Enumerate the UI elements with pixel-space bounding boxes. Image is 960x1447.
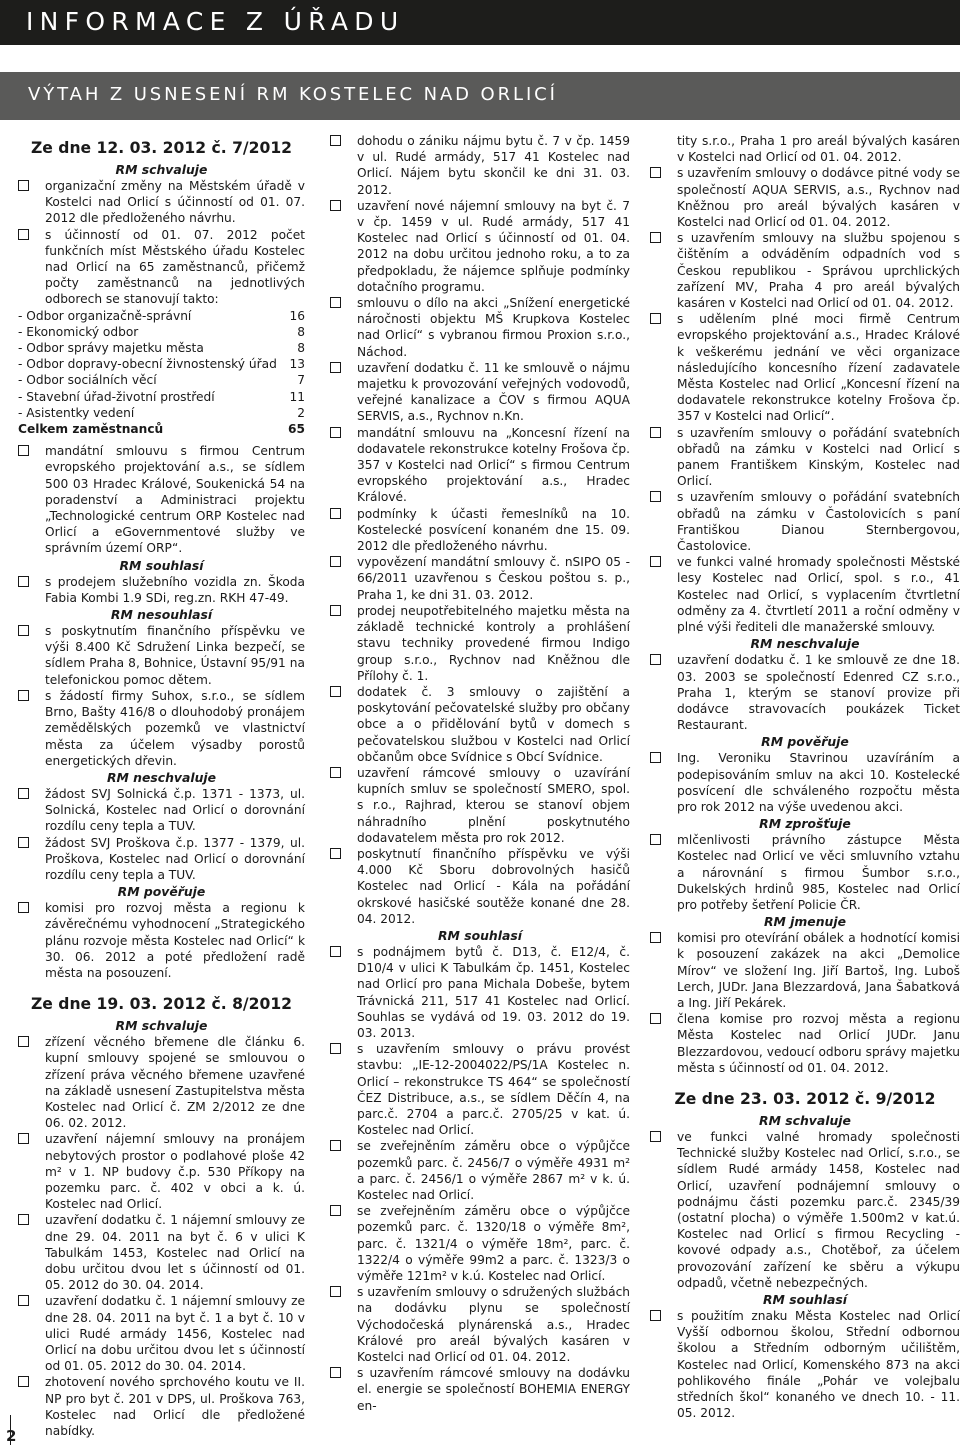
resolution-item: s uzavřením smlouvy o právu provést stavbu: „IE-12-2004022/PS/1A Kostelec n. Orlicí – rekonstrukce TS 464“ se společností ČEZ Distribuce, a.s., se sídlem Děčín 4, na parc.č. 2704 a parc.č. 2705/25 v kat. ú. Kostelec nad Orlicí. [330, 1041, 630, 1138]
checkbox-icon [18, 788, 29, 799]
checkbox-icon [18, 837, 29, 848]
resolution-heading: RM zprošťuje [759, 816, 851, 832]
checkbox-icon [650, 1131, 661, 1142]
checkbox-icon [330, 135, 341, 146]
resolution-item: s podnájmem bytů č. D13, č. E12/4, č. D10/4 v ulici K Tabulkám čp. 1451, Kostelec nad Orlicí pro pana Michala Dobeše, bytem Trávnická 211, 517 41 Kostelec nad Orlicí. Souhlas se vydává od 19. 03. 2012 do 19. 03. 2013. [330, 944, 630, 1041]
checkbox-icon [330, 1043, 341, 1054]
resolution-item: organizační změny na Městském úřadě v Kostelci nad Orlicí s účinností od 01. 07. 2012 dle předloženého návrhu. [18, 178, 305, 227]
staff-row: - Stavební úřad-životní prostředí 11 [18, 389, 305, 404]
resolution-item: mandátní smlouvu s firmou Centrum evropského projektování a.s., se sídlem 500 03 Hradec Králové, Soukenická 54 na poradenství a Administraci projektu „Technologické centrum ORP Kostelec nad Orlicí a eGovernmentové služby ve správním území ORP“. [18, 443, 305, 556]
resolution-item: uzavření dodatku č. 1 ke smlouvě ze dne 18. 03. 2003 se společností Edenred CZ s.r.o., Praha 1, kterým se stanoví provize při dodávce stravovacích poukázek Ticket Restaurant. [650, 652, 960, 733]
checkbox-icon [330, 427, 341, 438]
subsection-title: VÝTAH Z USNESENÍ RM KOSTELEC NAD ORLICÍ [28, 84, 558, 105]
resolution-heading: RM neschvaluje [106, 769, 217, 785]
resolution-item: žádost SVJ Proškova č.p. 1377 - 1379, ul. Proškova, Kostelec nad Orlicí o dorovnání rozdílu ceny tepla a TUV. [18, 835, 305, 884]
staff-row: - Asistentky vedení 2 [18, 405, 305, 420]
checkbox-icon [18, 1133, 29, 1144]
staff-row: - Ekonomický odbor 8 [18, 324, 305, 339]
resolution-heading: RM souhlasí [438, 927, 522, 943]
resolution-item: podmínky k účasti řemeslníků na 10. Kostelecké posvícení konaném dne 15. 09. 2012 dle předloženého návrhu. [330, 506, 630, 555]
resolution-item: komisi pro rozvoj města a regionu k závěrečnému vyhodnocení „Strategického plánu rozvoje města Kostelec nad Orlicí“ k 30. 06. 2012 a poté předložení radě města na posouzení. [18, 900, 305, 981]
resolution-item: s použitím znaku Města Kostelec nad Orlicí Vyšší odbornou školou, Střední odbornou školou a Středním odborným učilištěm, Kostelec nad Orlicí, Komenského 873 na akci pohlikového finále „Pohár ve volejbalu středních škol“ konaného ve dnech 10. - 11. 05. 2012. [650, 1308, 960, 1421]
resolution-item: uzavření nájemní smlouvy na pronájem nebytových prostor o podlahové ploše 42 m² v 1. NP budovy č.p. 530 Příkopy na pozemku parc. č. 402 v obci a k. ú. Kostelec nad Orlicí. [18, 1131, 305, 1212]
checkbox-icon [330, 362, 341, 373]
resolution-date: Ze dne 19. 03. 2012 č. 8/2012 [30, 995, 293, 1014]
resolution-item: dodatek č. 3 smlouvy o zajištění a poskytování pečovatelské služby pro občany obce a o přidělování bytů v domech s pečovatelskou službou v Kostelci nad Orlicí občanům obce Svídnice s Obcí Svídnice. [330, 684, 630, 765]
resolution-item: žádost SVJ Solnická č.p. 1371 - 1373, ul. Solnická, Kostelec nad Orlicí o dorovnání rozdílu ceny tepla a TUV. [18, 786, 305, 835]
resolution-item: smlouvu o dílo na akci „Snížení energetické náročnosti objektu MŠ Krupkova Kostelec nad Orlicí“ s vybranou firmou Proxion s.r.o., Náchod. [330, 295, 630, 360]
checkbox-icon [18, 1376, 29, 1387]
resolution-item: s uzavřením smlouvy o pořádání svatebních obřadů na zámku v Kostelci nad Orlicí s panem Františkem Kinským, Kostelec nad Orlicí. [650, 425, 960, 490]
resolution-item: s udělením plné moci firmě Centrum evropského projektování a.s., Hradec Králové k veškerému jednání ve věci organizace následujícího koncesního řízení zadavatele Města Kostelec nad Orlicí „Koncesní řízení na dodavatele rekonstrukce kotelny Frošova čp. 357 v Kostelci nad Orlicí“. [650, 311, 960, 424]
checkbox-icon [650, 427, 661, 438]
resolution-item: člena komise pro rozvoj města a regionu Města Kostelec nad Orlicí JUDr. Janu Blezzardovou, vedoucí odboru správy majetku města s účinností od 01. 04. 2012. [650, 1011, 960, 1076]
resolution-heading: RM schvaluje [759, 1112, 851, 1128]
checkbox-icon [18, 576, 29, 587]
staff-table [18, 308, 305, 438]
checkbox-icon [18, 229, 29, 240]
checkbox-icon [650, 232, 661, 243]
resolution-item: poskytnutí finančního příspěvku ve výši 4.000 Kč Sboru dobrovolných hasičů Kostelec nad Orlicí - Kála na pořádání okrskové hasičské soutěže konané dne 28. 04. 2012. [330, 846, 630, 927]
checkbox-icon [330, 1205, 341, 1216]
resolution-heading: RM souhlasí [119, 557, 204, 573]
checkbox-icon [330, 1140, 341, 1151]
checkbox-icon [650, 556, 661, 567]
resolution-heading: RM schvaluje [115, 162, 208, 177]
checkbox-icon [650, 167, 661, 178]
column-1 [18, 133, 305, 1439]
section-header [0, 0, 960, 45]
resolution-item: s účinností od 01. 07. 2012 počet funkčních míst Městského úřadu Kostelec nad Orlicí na 65 zaměstnanců, přičemž počty zaměstnanců na jednotlivých odborech se stanovují takto: [18, 227, 305, 308]
checkbox-icon [650, 491, 661, 502]
resolution-item: zřízení věcného břemene dle článku 6. kupní smlouvy spojené se smlouvou o zřízení práva věcného břemene uzavřené na základě usnesení Zastupitelstva města Kostelec nad Orlicí č. ZM 2/2012 ze dne 06. 02. 2012. [18, 1034, 305, 1131]
column-2 [330, 133, 630, 1414]
resolution-item: uzavření rámcové smlouvy o uzavírání kupních smluv se společností SMERO, spol. s r.o., Rajhrad, kterou se stanoví objem náhradního plnění poskytnutého dodavatelem města pro rok 2012. [330, 765, 630, 846]
staff-row: - Odbor správy majetku města 8 [18, 341, 305, 356]
page-number: 2 [6, 1427, 17, 1445]
checkbox-icon [650, 932, 661, 943]
resolution-item: s uzavřením smlouvy na službu spojenou s čištěním a odváděním odpadních vod s Českou republikou - Správou uprchlických zařízení MV, Praha 4 pro areál bývalých kasáren v Kostelci nad Orlicí od 01. 04. 2012. [650, 230, 960, 311]
checkbox-icon [330, 686, 341, 697]
checkbox-icon [18, 625, 29, 636]
resolution-item: uzavření dodatku č. 1 nájemní smlouvy ze dne 28. 04. 2011 na byt č. 1 a byt č. 10 v ulici Rudé armády 1456, Kostelec nad Orlicí na dobu určitou dvou let s účinností od 01. 05. 2012 do 30. 04. 2014. [18, 1293, 305, 1374]
resolution-date: Ze dne 23. 03. 2012 č. 9/2012 [674, 1089, 936, 1108]
resolution-item: Ing. Veroniku Stavrinou uzavíráním a podepisováním smluv na akci 10. Kostelecké posvícení dle schváleného rozpočtu města pro rok 2012 na výše uvedenou akci. [650, 750, 960, 815]
staff-row: - Odbor sociálních věcí 7 [18, 373, 305, 388]
resolution-item: zhotovení nového sprchového koutu ve II. NP pro byt č. 201 v DPS, ul. Proškova 763, Kostelec nad Orlicí dle předložené nabídky. [18, 1374, 305, 1439]
resolution-item: s uzavřením smlouvy o sdružených službách na dodávku plynu se společností Východočeská plynárenská a.s., Hradec Králové pro areál bývalých kasáren v Kostelci nad Orlicí od 01. 04. 2012. [330, 1284, 630, 1365]
resolution-item: uzavření dodatku č. 11 ke smlouvě o nájmu majetku k provozování veřejných vodovodů, veřejné kanalizace a ČOV s firmou AQUA SERVIS, a.s., Rychnov n.Kn. [330, 360, 630, 425]
checkbox-icon [650, 313, 661, 324]
checkbox-icon [330, 946, 341, 957]
checkbox-icon [18, 1295, 29, 1306]
checkbox-icon [650, 752, 661, 763]
resolution-heading: RM jmenuje [763, 914, 847, 930]
checkbox-icon [650, 654, 661, 665]
checkbox-icon [18, 180, 29, 191]
resolution-date: Ze dne 12. 03. 2012 č. 7/2012 [30, 139, 293, 157]
resolution-item: se zveřejněním záměru obce o výpůjčce pozemků parc. č. 2456/7 o výměře 4931 m² a parc. č. 2456/1 o výměře 2867 m² v k. ú. Kostelec nad Orlicí. [330, 1138, 630, 1203]
resolution-item: s uzavřením smlouvy o dodávce pitné vody se společností AQUA SERVIS, a.s., Rychnov nad Kněžnou pro areál bývalých kasáren v Kostelci nad Orlicí od 01. 04. 2012. [650, 165, 960, 230]
checkbox-icon [650, 1310, 661, 1321]
checkbox-icon [650, 834, 661, 845]
checkbox-icon [330, 605, 341, 616]
resolution-item: mandátní smlouvu na „Koncesní řízení na dodavatele rekonstrukce kotelny Frošova čp. 357 v Kostelci nad Orlicí“ s firmou Centrum evropského projektování a.s., Hradec Králové. [330, 425, 630, 506]
checkbox-icon [330, 1367, 341, 1378]
checkbox-icon [330, 1286, 341, 1297]
resolution-heading: RM neschvaluje [750, 636, 860, 652]
resolution-item: s prodejem služebního vozidla zn. Škoda Fabia Kombi 1.9 SDi, reg.zn. RKH 47-49. [18, 574, 305, 606]
checkbox-icon [330, 848, 341, 859]
staff-total-row: Celkem zaměstnanců 65 [18, 422, 305, 437]
resolution-item: uzavření nové nájemní smlouvy na byt č. 7 v čp. 1459 v ul. Rudé armády, 517 41 Kostelec nad Orlicí s účinností od 01. 04. 2012 na dobu určitou jednoho roku, a to za předpokladu, že nájemce splňuje podmínky dotačního programu. [330, 198, 630, 295]
subsection-header [0, 72, 960, 120]
column-3 [650, 133, 960, 1421]
resolution-item: mlčenlivosti právního zástupce Města Kostelec nad Orlicí ve věci smluvního vztahu a nárovnání s firmou Šumbor s.r.o., Dukelských hrdinů 985, Kostelec nad Orlicí pro potřeby šetření Policie ČR. [650, 832, 960, 913]
staff-row: - Odbor organizačně-správní 16 [18, 308, 305, 323]
resolution-item: dohodu o zániku nájmu bytu č. 7 v čp. 1459 v ul. Rudé armády, 517 41 Kostelec nad Orlicí. Nájem bytu skončil ke dni 31. 03. 2012. [330, 133, 630, 198]
resolution-heading: RM nesouhlasí [110, 607, 213, 623]
resolution-item: uzavření dodatku č. 1 nájemní smlouvy ze dne 29. 04. 2011 na byt č. 6 v ulici K Tabulkám 1453, Kostelec nad Orlicí na dobu určitou dvou let s účinností od 01. 05. 2012 do 30. 04. 2014. [18, 1212, 305, 1293]
staff-row: - Odbor dopravy-obecní živnostenský úřad 13 [18, 357, 305, 372]
checkbox-icon [330, 297, 341, 308]
checkbox-icon [18, 902, 29, 913]
resolution-item: ve funkci valné hromady společnosti Technické služby Kostelec nad Orlicí, s.r.o., se sídlem Rudé armády 1458, Kostelec nad Orlicí, uzavření podnájemní smlouvy o podnájmu části pozemku parc.č. 2345/39 (ostatní plocha) o výměře 1.500m2 v kat.ú. Kostelec nad Orlicí s firmou Recycling - kovové odpady a.s., Chotěboř, za účelem provozování zařízení ke sběru a výkupu odpadů, včetně nebezpečných. [650, 1129, 960, 1291]
resolution-heading: RM souhlasí [763, 1292, 847, 1307]
checkbox-icon [18, 1214, 29, 1225]
resolution-item: se zveřejněním záměru obce o výpůjčce pozemků parc. č. 1320/18 o výměře 8m², parc. č. 1321/4 o výměře 18m², parc. č. 1322/4 o výměře 99m2 a parc. č. 1323/3 o výměře 121m² v k.ú. Kostelec nad Orlicí. [330, 1203, 630, 1284]
checkbox-icon [330, 556, 341, 567]
checkbox-icon [330, 767, 341, 778]
resolution-item-continued: tity s.r.o., Praha 1 pro areál bývalých kasáren v Kostelci nad Orlicí od 01. 04. 2012. [677, 134, 960, 165]
resolution-item: s poskytnutím finančního příspěvku ve výši 8.400 Kč Sdružení Linka bezpečí, se sídlem Praha 8, Bohnice, Ústavní 95/91 na telefonickou pomoc dětem. [18, 623, 305, 688]
resolution-item: s žádostí firmy Suhox, s.r.o., se sídlem Brno, Bašty 416/8 o dlouhodobý pronájem zemědělských pozemků ve vlastnictví města za účelem výsadby porostů energetických dřevin. [18, 688, 305, 769]
checkbox-icon [330, 508, 341, 519]
resolution-item: prodej neupotřebitelného majetku města na základě technické kontroly a prohlášení stavu techniky provedené firmou Indigo group s.r.o., Rychnov nad Kněžnou dle Přílohy č. 1. [330, 603, 630, 684]
section-title: INFORMACE Z ÚŘADU [26, 7, 405, 36]
resolution-item: s uzavřením rámcové smlouvy na dodávku el. energie se společností BOHEMIA ENERGY en- [330, 1365, 630, 1414]
resolution-heading: RM pověřuje [117, 884, 206, 900]
resolution-item: ve funkci valné hromady společnosti Městské lesy Kostelec nad Orlicí, spol. s r.o., 41 Kostelec nad Orlicí, s vyplacením čtvrtletní odměny za 4. čtvrtletí 2011 a roční odměny v plné výši řediteli dle manažerské smlouvy. [650, 554, 960, 635]
resolution-heading: RM pověřuje [761, 734, 849, 750]
checkbox-icon [650, 1013, 661, 1024]
checkbox-icon [18, 445, 29, 456]
checkbox-icon [330, 200, 341, 211]
resolution-item: vypovězení mandátní smlouvy č. nSIPO 05 - 66/2011 uzavřenou s Českou poštou s. p., Praha 1, ke dni 31. 03. 2012. [330, 554, 630, 603]
checkbox-icon [18, 1036, 29, 1047]
resolution-heading: RM schvaluje [115, 1018, 208, 1034]
resolution-item: komisi pro otevírání obálek a hodnotící komisi k posouzení zakázek na akci „Demolice Mírov“ ve složení Ing. Jiří Bartoš, Ing. Luboš Lerch, JUDr. Jana Blezzardová, Jana Šabatková a Ing. Jiří Pekárek. [650, 930, 960, 1011]
resolution-item: s uzavřením smlouvy o pořádání svatebních obřadů na zámku v Častolovicích s paní Františkou Dianou Sternbergovou, Častolovice. [650, 489, 960, 554]
checkbox-icon [18, 690, 29, 701]
